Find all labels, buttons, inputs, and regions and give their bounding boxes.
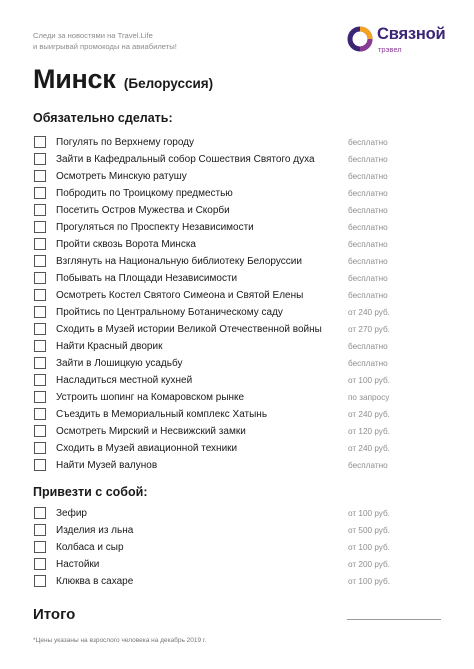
todo-item: [33, 151, 395, 168]
page-title: [33, 64, 213, 95]
todo-item: [33, 423, 395, 440]
todo-item: [33, 185, 395, 202]
logo-name: Связной: [377, 25, 446, 43]
item-label: Взглянуть на Национальную библиотеку Белоруссии: [56, 256, 302, 267]
todo-item: [33, 134, 395, 151]
item-price: по запросу: [348, 392, 390, 402]
item-label: Прогуляться по Проспекту Независимости: [56, 222, 254, 233]
todo-heading: Обязательно сделать:: [33, 111, 173, 125]
bring-item: [33, 539, 395, 556]
svyaznoy-travel-logo: [346, 23, 446, 57]
item-price: бесплатно: [348, 154, 388, 164]
bring-list: [33, 505, 395, 590]
item-label: Зайти в Кафедральный собор Сошествия Святого духа: [56, 154, 315, 165]
item-price: от 200 руб.: [348, 559, 390, 569]
item-price: бесплатно: [348, 239, 388, 249]
item-label: Клюква в сахаре: [56, 576, 134, 587]
checkbox[interactable]: [34, 136, 46, 148]
bring-item: [33, 522, 395, 539]
bring-item: [33, 505, 395, 522]
todo-item: [33, 355, 395, 372]
checkbox[interactable]: [34, 507, 46, 519]
todo-item: [33, 457, 395, 474]
item-label: Сходить в Музей истории Великой Отечественной войны: [56, 324, 322, 335]
item-label: Зефир: [56, 508, 87, 519]
todo-item: [33, 236, 395, 253]
item-label: Найти Музей валунов: [56, 460, 158, 471]
item-price: бесплатно: [348, 273, 388, 283]
checkbox[interactable]: [34, 425, 46, 437]
item-price: от 100 руб.: [348, 508, 390, 518]
todo-item: [33, 440, 395, 457]
item-label: Сходить в Музей авиационной техники: [56, 443, 238, 454]
checkbox[interactable]: [34, 238, 46, 250]
checkbox[interactable]: [34, 153, 46, 165]
item-label: Пройти сквозь Ворота Минска: [56, 239, 196, 250]
item-price: бесплатно: [348, 188, 388, 198]
item-price: от 120 руб.: [348, 426, 390, 436]
checkbox[interactable]: [34, 459, 46, 471]
item-price: бесплатно: [348, 460, 388, 470]
checkbox[interactable]: [34, 221, 46, 233]
total-label: Итого: [33, 606, 76, 623]
item-label: Побродить по Троицкому предместью: [56, 188, 233, 199]
checkbox[interactable]: [34, 255, 46, 267]
checkbox[interactable]: [34, 306, 46, 318]
item-label: Съездить в Мемориальный комплекс Хатынь: [56, 409, 268, 420]
item-label: Устроить шопинг на Комаровском рынке: [56, 392, 245, 403]
checkbox[interactable]: [34, 541, 46, 553]
checkbox[interactable]: [34, 442, 46, 454]
todo-item: [33, 202, 395, 219]
todo-item: [33, 253, 395, 270]
item-price: бесплатно: [348, 137, 388, 147]
item-price: бесплатно: [348, 341, 388, 351]
item-price: от 240 руб.: [348, 307, 390, 317]
todo-item: [33, 304, 395, 321]
item-label: Зайти в Лошицкую усадьбу: [56, 358, 183, 369]
checkbox[interactable]: [34, 187, 46, 199]
checkbox[interactable]: [34, 374, 46, 386]
logo-ring-icon: [346, 25, 374, 53]
todo-item: [33, 372, 395, 389]
item-label: Настойки: [56, 559, 100, 570]
item-price: бесплатно: [348, 222, 388, 232]
item-label: Осмотреть Минскую ратушу: [56, 171, 187, 182]
item-label: Побывать на Площади Независимости: [56, 273, 238, 284]
promo-text: [33, 30, 177, 52]
item-label: Найти Красный дворик: [56, 341, 163, 352]
item-price: от 100 руб.: [348, 375, 390, 385]
checkbox[interactable]: [34, 204, 46, 216]
country-name: (Белоруссия): [123, 76, 214, 91]
promo-line-2: и выигрывай промокоды на авиабилеты!: [33, 42, 177, 51]
item-label: Погулять по Верхнему городу: [56, 137, 195, 148]
todo-item: [33, 219, 395, 236]
item-label: Осмотреть Костел Святого Симеона и Святой Елены: [56, 290, 304, 301]
item-label: Пройтись по Центральному Ботаническому саду: [56, 307, 283, 318]
item-price: от 240 руб.: [348, 409, 390, 419]
checkbox[interactable]: [34, 289, 46, 301]
todo-item: [33, 406, 395, 423]
todo-item: [33, 338, 395, 355]
checkbox[interactable]: [34, 524, 46, 536]
item-price: бесплатно: [348, 290, 388, 300]
checkbox[interactable]: [34, 170, 46, 182]
item-price: от 500 руб.: [348, 525, 390, 535]
item-price: от 270 руб.: [348, 324, 390, 334]
todo-item: [33, 168, 395, 185]
item-price: от 240 руб.: [348, 443, 390, 453]
item-label: Осмотреть Мирский и Несвижский замки: [56, 426, 246, 437]
item-price: бесплатно: [348, 171, 388, 181]
checkbox[interactable]: [34, 408, 46, 420]
todo-item: [33, 287, 395, 304]
checkbox[interactable]: [34, 340, 46, 352]
item-price: от 100 руб.: [348, 542, 390, 552]
item-price: бесплатно: [348, 256, 388, 266]
total-write-in-line: [347, 619, 441, 620]
bring-item: [33, 573, 395, 590]
item-price: бесплатно: [348, 358, 388, 368]
todo-item: [33, 321, 395, 338]
item-label: Колбаса и сыр: [56, 542, 124, 553]
checkbox[interactable]: [34, 272, 46, 284]
todo-item: [33, 389, 395, 406]
city-name: Минск: [33, 64, 116, 94]
price-footnote: *Цены указаны на взрослого человека на декабрь 2019 г.: [33, 637, 207, 644]
checkbox[interactable]: [34, 323, 46, 335]
checkbox[interactable]: [34, 391, 46, 403]
checkbox[interactable]: [34, 575, 46, 587]
bring-heading: Привезти с собой:: [33, 485, 148, 499]
item-label: Изделия из льна: [56, 525, 134, 536]
promo-line-1: Следи за новостями на Travel.Life: [33, 31, 153, 40]
checkbox[interactable]: [34, 357, 46, 369]
todo-list: [33, 134, 395, 474]
item-label: Насладиться местной кухней: [56, 375, 193, 386]
todo-item: [33, 270, 395, 287]
logo-subtitle: трэвел: [378, 45, 402, 54]
item-label: Посетить Остров Мужества и Скорби: [56, 205, 230, 216]
checkbox[interactable]: [34, 558, 46, 570]
item-price: бесплатно: [348, 205, 388, 215]
bring-item: [33, 556, 395, 573]
item-price: от 100 руб.: [348, 576, 390, 586]
